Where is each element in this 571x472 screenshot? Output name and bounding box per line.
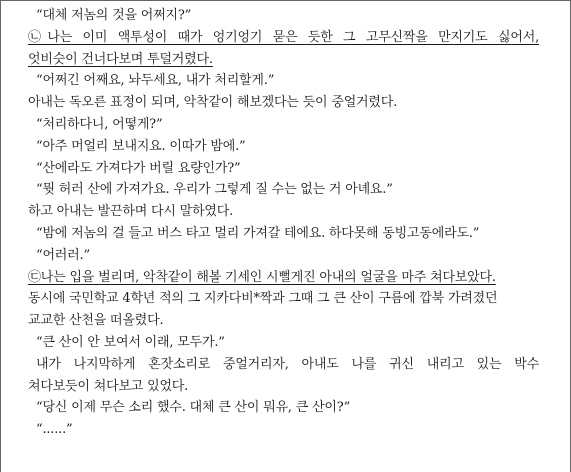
passage-line: “큰 산이 안 보여서 이래, 모두가.” — [36, 334, 225, 350]
passage-line: 아내는 독오른 표정이 되며, 악착같이 해보겠다는 듯이 중얼거렸다. — [28, 95, 398, 111]
underlined-passage-line-b: 엇비슷이 건너다보며 투덜거렸다. — [28, 51, 213, 67]
underlined-passage-line-b: ㉡나는 이미 액투성이 때가 엉기엉기 묻은 듯한 그 고무신짝을 만지기도 싫어서, — [28, 29, 539, 45]
novel-passage — [28, 5, 548, 441]
passage-line: “당신 이제 무슨 소리 했수. 대체 큰 산이 뭐유, 큰 산이?” — [36, 400, 351, 416]
passage-line: “대체 저놈의 것을 어쩌지?” — [36, 8, 192, 23]
passage-line: “......” — [36, 422, 73, 438]
passage-line: 동시에 국민학교 4학년 적의 그 지카다비*짝과 그때 그 큰 산이 구름에 깝북 가려졌던 — [28, 291, 498, 307]
passage-line: 내가 나지막하게 혼잣소리로 중얼거리자, 아내도 나를 귀신 내리고 있는 박수 — [36, 356, 539, 372]
passage-line: 쳐다보듯이 쳐다보고 있었다. — [28, 378, 189, 394]
passage-line: “어러러.” — [36, 247, 90, 263]
passage-line: “뭣 허러 산에 가져가요. 우리가 그렇게 질 수는 없는 거 아녜요.” — [36, 182, 393, 198]
passage-line: 하고 아내는 발끈하며 다시 말하였다. — [28, 204, 234, 220]
underlined-passage-line-c: ㉢나는 입을 벌리며, 악착같이 해볼 기세인 시뻘게진 아내의 얼굴을 마주 쳐다보았다. — [28, 269, 496, 285]
passage-line: “어쩌긴 어째요, 놔두세요, 내가 처리할게.” — [36, 73, 275, 89]
passage-line: “처리하다니, 어떻게?” — [36, 116, 163, 132]
passage-line: “산에라도 가져다가 버릴 요량인가?” — [36, 160, 241, 176]
passage-line: “밤에 저놈의 걸 들고 버스 타고 멀리 가져갈 테에요. 하다못해 동빙고동에라도.” — [36, 225, 480, 241]
passage-line: “아주 머얼리 보내지요. 이따가 밤에.” — [36, 138, 246, 154]
passage-line: 교교한 산천을 떠올렸다. — [28, 313, 164, 329]
